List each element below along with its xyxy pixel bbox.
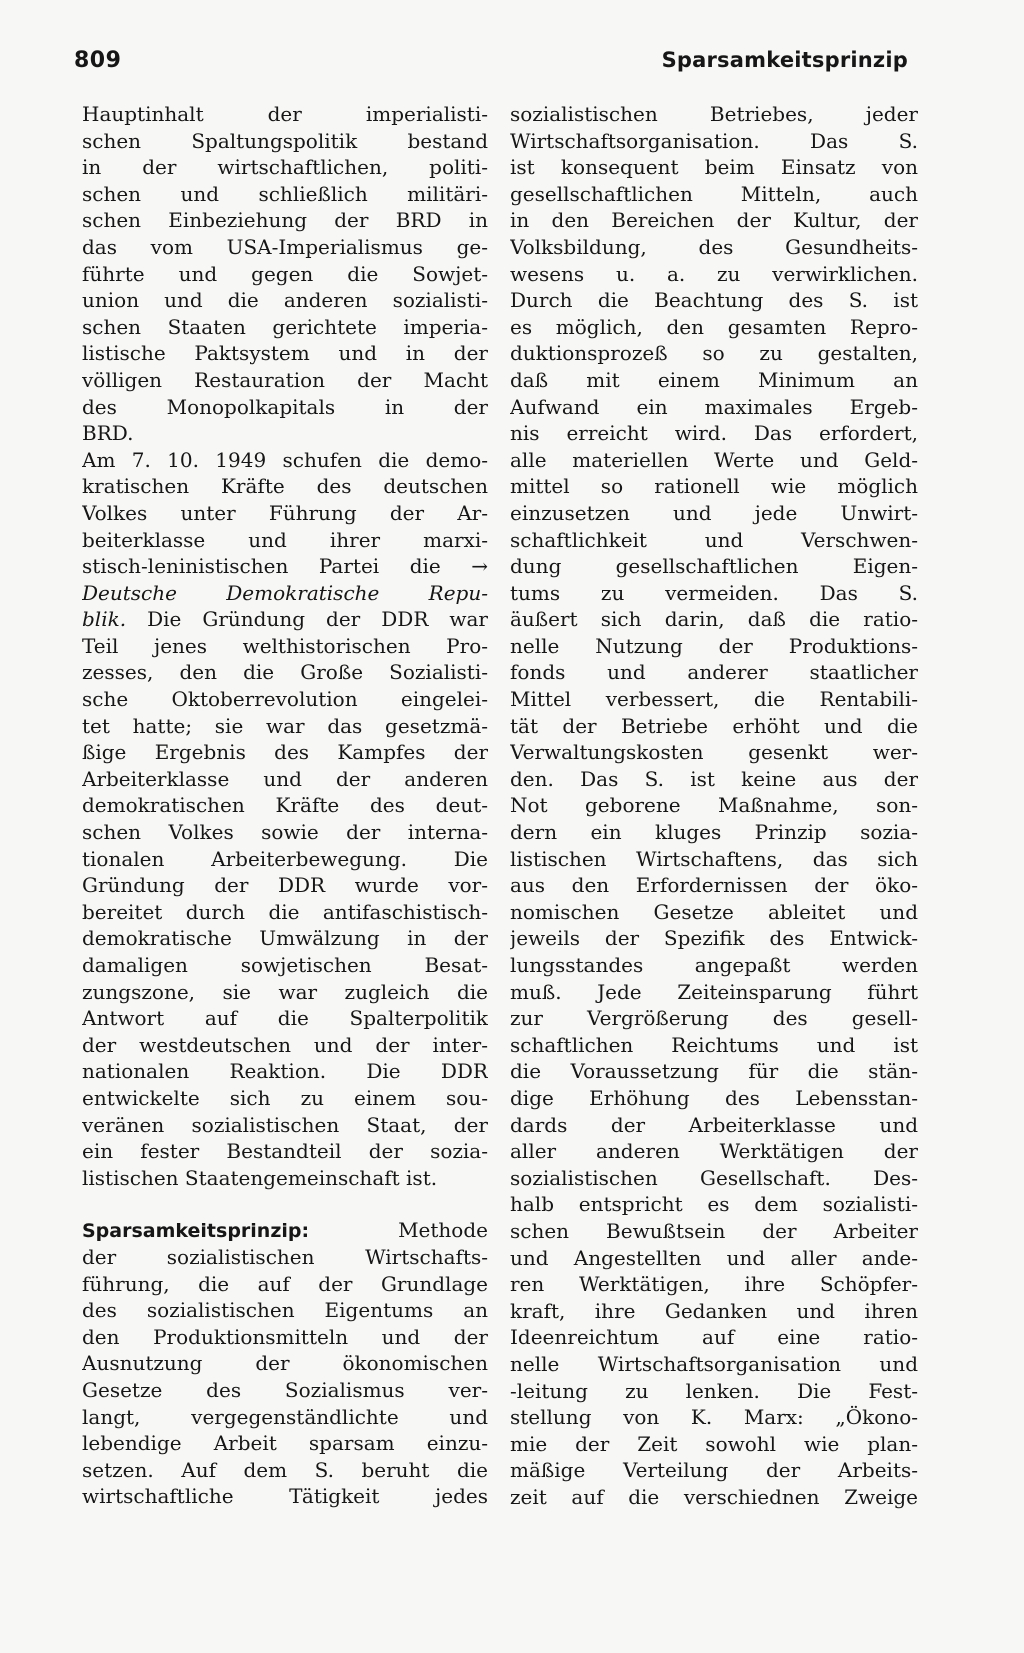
text-line: dern ein kluges Prinzip sozia- (510, 820, 918, 845)
text-line: mäßige Verteilung der Arbeits- (510, 1458, 918, 1483)
text-line: tet hatte; sie war das gesetzmä- (82, 713, 488, 738)
text-line: einzusetzen und jede Unwirt- (510, 500, 918, 525)
text-line-with-arrow: stisch-leninistischen Partei die → (82, 554, 488, 579)
text-line: mie der Zeit sowohl wie plan- (510, 1431, 918, 1456)
text-line: den Produktionsmitteln und der (82, 1324, 488, 1349)
text-line: zur Vergrößerung des gesell- (510, 1006, 918, 1031)
text-line: dung gesellschaftlichen Eigen- (510, 554, 918, 579)
text-line: ren Werktätigen, ihre Schöpfer- (510, 1272, 918, 1297)
text-line: die Voraussetzung für die stän- (510, 1059, 918, 1084)
cross-reference-ddr: Deutsche Demokratische Repu- (82, 580, 488, 605)
text-line: Antwort auf die Spalterpolitik (82, 1006, 488, 1031)
text-line: aller anderen Werktätigen der (510, 1139, 918, 1164)
text-line: halb entspricht es dem sozialisti- (510, 1192, 918, 1217)
text-line: -leitung zu lenken. Die Fest- (510, 1378, 918, 1403)
text-line: nationalen Reaktion. Die DDR (82, 1059, 488, 1084)
right-column (510, 101, 918, 1510)
text-line: mittel so rationell wie möglich (510, 474, 918, 499)
entry-headword: Sparsamkeitsprinzip: (82, 1220, 310, 1243)
text-line: Teil jenes welthistorischen Pro- (82, 633, 488, 658)
text-line: Aufwand ein maximales Ergeb- (510, 394, 918, 419)
text-line (82, 606, 488, 633)
text-line: schen Staaten gerichtete imperia- (82, 314, 488, 339)
text-line: schaftlichkeit und Verschwen- (510, 527, 918, 552)
text-line: jeweils der Spezifik des Entwick- (510, 926, 918, 951)
text-line: Gesetze des Sozialismus ver- (82, 1377, 488, 1402)
text-line: schen Bewußtsein der Arbeiter (510, 1218, 918, 1243)
text-line: demokratischen Kräfte des deut- (82, 793, 488, 818)
text-line: stellung von K. Marx: „Ökono- (510, 1405, 918, 1430)
text-line: gesellschaftlichen Mitteln, auch (510, 181, 918, 206)
entry-first-line (82, 1217, 488, 1244)
text-line: dards der Arbeiterklasse und (510, 1112, 918, 1137)
text-line: nelle Nutzung der Produktions- (510, 633, 918, 658)
text-line: führung, die auf der Grundlage (82, 1271, 488, 1296)
text-line: des Monopolkapitals in der (82, 394, 488, 419)
text-line: tät der Betriebe erhöht und die (510, 713, 918, 738)
text-line: wesens u. a. zu verwirklichen. (510, 261, 918, 286)
text-line: der sozialistischen Wirtschafts- (82, 1244, 488, 1269)
text-line: Gründung der DDR wurde vor- (82, 873, 488, 898)
text-line: Mittel verbessert, die Rentabili- (510, 687, 918, 712)
text-line: in den Bereichen der Kultur, der (510, 208, 918, 233)
text-line: listischen Wirtschaftens, das sich (510, 846, 918, 871)
text-line: Not geborene Maßnahme, son- (510, 793, 918, 818)
text-line: tionalen Arbeiterbewegung. Die (82, 846, 488, 871)
text-line: lebendige Arbeit sparsam einzu- (82, 1431, 488, 1456)
text-line: das vom USA-Imperialismus ge- (82, 234, 488, 259)
text-line: demokratische Umwälzung in der (82, 926, 488, 951)
text-line: kraft, ihre Gedanken und ihren (510, 1298, 918, 1323)
text-line: in der wirtschaftlichen, politi- (82, 155, 488, 180)
text-line: kratischen Kräfte des deutschen (82, 474, 488, 499)
text-line: der westdeutschen und der inter- (82, 1032, 488, 1057)
text-line: völligen Restauration der Macht (82, 367, 488, 392)
text-line: listische Paktsystem und in der (82, 341, 488, 366)
text-line: den. Das S. ist keine aus der (510, 766, 918, 791)
text-fragment: Die Gründung der DDR war (126, 607, 488, 632)
text-line: nis erreicht wird. Das erfordert, (510, 421, 918, 446)
text-fragment: Methode (309, 1218, 488, 1243)
text-line: langt, vergegenständlichte und (82, 1404, 488, 1429)
text-line: nomischen Gesetze ableitet und (510, 899, 918, 924)
text-line: duktionsprozeß so zu gestalten, (510, 341, 918, 366)
text-line: alle materiellen Werte und Geld- (510, 447, 918, 472)
text-line: ist konsequent beim Einsatz von (510, 155, 918, 180)
text-line: tums zu vermeiden. Das S. (510, 580, 918, 605)
text-line: des sozialistischen Eigentums an (82, 1298, 488, 1323)
text-line: sozialistischen Gesellschaft. Des- (510, 1165, 918, 1190)
text-line: schaftlichen Reichtums und ist (510, 1032, 918, 1057)
left-column (82, 101, 488, 1510)
paragraph-ddr-gruendung (82, 447, 488, 1192)
text-line: daß mit einem Minimum an (510, 367, 918, 392)
text-line: führte und gegen die Sowjet- (82, 261, 488, 286)
text-line: Arbeiterklasse und der anderen (82, 766, 488, 791)
text-line: Ausnutzung der ökonomischen (82, 1351, 488, 1376)
text-line: setzen. Auf dem S. beruht die (82, 1457, 488, 1482)
text-line: sozialistischen Betriebes, jeder (510, 102, 918, 126)
text-line: Volkes unter Führung der Ar- (82, 500, 488, 525)
text-line: nelle Wirtschaftsorganisation und (510, 1351, 918, 1376)
text-line: Verwaltungskosten gesenkt wer- (510, 740, 918, 765)
text-line: zeit auf die verschiednen Zweige (510, 1484, 918, 1509)
running-head: Sparsamkeitsprinzip (661, 48, 908, 72)
entry-spacer (82, 1191, 488, 1217)
entry-sparsamkeitsprinzip (82, 1217, 488, 1510)
text-line: schen und schließlich militäri- (82, 181, 488, 206)
text-line: entwickelte sich zu einem sou- (82, 1085, 488, 1110)
text-line: BRD. (82, 421, 134, 446)
text-line: Wirtschaftsorganisation. Das S. (510, 128, 918, 153)
text-line: schen Einbeziehung der BRD in (82, 208, 488, 233)
text-line: union und die anderen sozialisti- (82, 288, 488, 313)
text-line: sche Oktoberrevolution eingelei- (82, 687, 488, 712)
text-line: fonds und anderer staatlicher (510, 660, 918, 685)
text-line: schen Spaltungspolitik bestand (82, 128, 488, 153)
text-line: wirtschaftliche Tätigkeit jedes (82, 1484, 488, 1509)
text-line: aus den Erfordernissen der öko- (510, 873, 918, 898)
page-number: 809 (74, 48, 122, 73)
cross-reference-end: blik. (82, 607, 127, 632)
text-line: und Angestellten und aller ande- (510, 1245, 918, 1270)
text-line: es möglich, den gesamten Repro- (510, 314, 918, 339)
text-line: zungszone, sie war zugleich die (82, 979, 488, 1004)
text-line: Ideenreichtum auf eine ratio- (510, 1325, 918, 1350)
text-line: Durch die Beachtung des S. ist (510, 288, 918, 313)
paragraph-spaltungspolitik (82, 101, 488, 447)
text-line: ßige Ergebnis des Kampfes der (82, 740, 488, 765)
text-line: äußert sich darin, daß die ratio- (510, 607, 918, 632)
text-line: Hauptinhalt der imperialisti- (82, 102, 488, 126)
text-line: Volksbildung, des Gesundheits- (510, 234, 918, 259)
text-line: Am 7. 10. 1949 schufen die demo- (82, 447, 488, 472)
text-line: zesses, den die Große Sozialisti- (82, 660, 488, 685)
text-line: veränen sozialistischen Staat, der (82, 1112, 488, 1137)
text-line: beiterklasse und ihrer marxi- (82, 527, 488, 552)
text-line: lungsstandes angepaßt werden (510, 953, 918, 977)
text-line: schen Volkes sowie der interna- (82, 820, 488, 845)
text-line: listischen Staatengemeinschaft ist. (82, 1165, 438, 1190)
text-line: bereitet durch die antifaschistisch- (82, 899, 488, 924)
text-line: damaligen sowjetischen Besat- (82, 953, 488, 977)
text-line: ein fester Bestandteil der sozia- (82, 1139, 488, 1164)
text-line: dige Erhöhung des Lebensstan- (510, 1085, 918, 1110)
text-line: muß. Jede Zeiteinsparung führt (510, 979, 918, 1004)
